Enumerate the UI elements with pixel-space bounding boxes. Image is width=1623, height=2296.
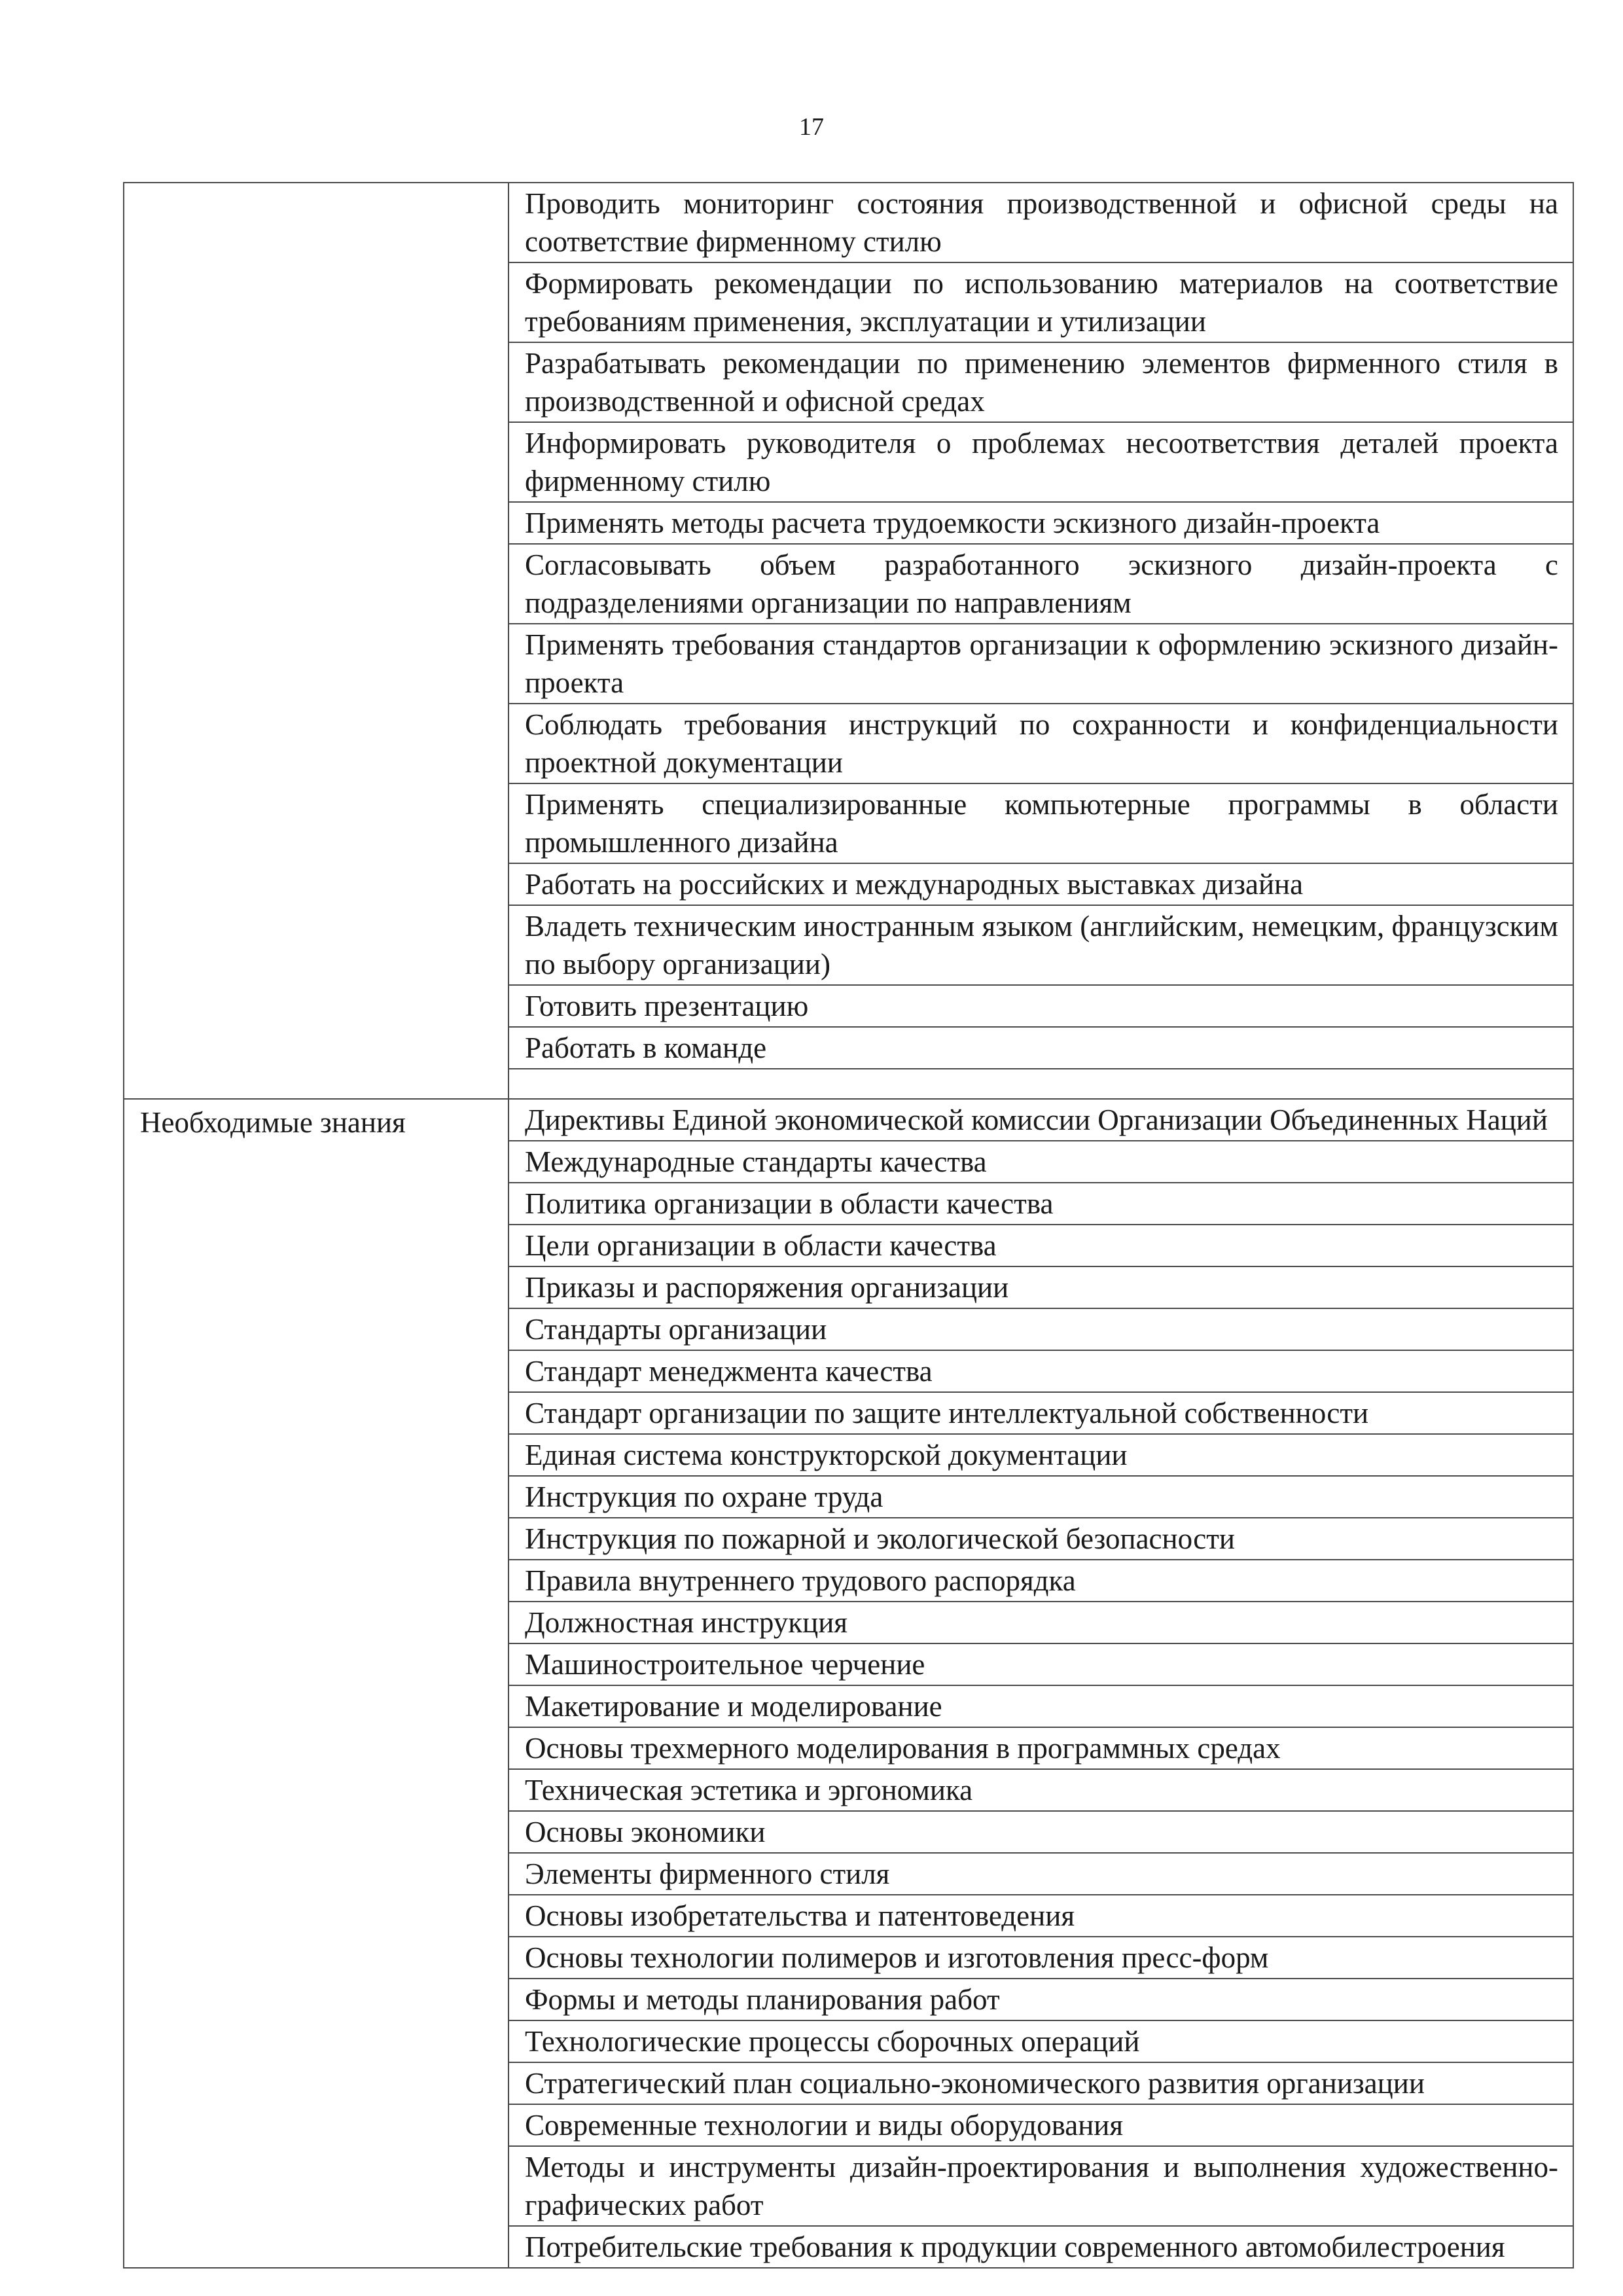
knowledge-item: Основы экономики	[508, 1811, 1573, 1853]
page-number: 17	[799, 113, 824, 141]
skill-item: Применять методы расчета трудоемкости эскизного дизайн-проекта	[508, 502, 1573, 544]
skill-item: Применять требования стандартов организации к оформлению эскизного дизайн-проекта	[508, 624, 1573, 704]
skill-item: Информировать руководителя о проблемах несоответствия деталей проекта фирменному стилю	[508, 422, 1573, 502]
knowledge-item: Должностная инструкция	[508, 1602, 1573, 1643]
knowledge-item: Машиностроительное черчение	[508, 1643, 1573, 1685]
knowledge-item: Международные стандарты качества	[508, 1141, 1573, 1183]
section-label-knowledge: Необходимые знания	[124, 1099, 508, 2268]
knowledge-item: Директивы Единой экономической комиссии Организации Объединенных Наций	[508, 1099, 1573, 1141]
skill-item: Разрабатывать рекомендации по применению элементов фирменного стиля в производственной и офисной средах	[508, 342, 1573, 422]
skill-item: Соблюдать требования инструкций по сохранности и конфиденциальности проектной документации	[508, 704, 1573, 783]
knowledge-item: Инструкция по пожарной и экологической безопасности	[508, 1518, 1573, 1560]
skill-item: Готовить презентацию	[508, 985, 1573, 1027]
section-label-empty	[124, 183, 508, 1099]
skill-item: Владеть техническим иностранным языком (английским, немецким, французским по выбору организации)	[508, 905, 1573, 985]
empty-row	[508, 1069, 1573, 1099]
knowledge-item: Стратегический план социально-экономического развития организации	[508, 2062, 1573, 2104]
table-row	[124, 1099, 1573, 1141]
knowledge-item: Основы трехмерного моделирования в программных средах	[508, 1727, 1573, 1769]
knowledge-item: Элементы фирменного стиля	[508, 1853, 1573, 1895]
knowledge-item: Методы и инструменты дизайн-проектирования и выполнения художественно-графических работ	[508, 2146, 1573, 2226]
knowledge-item: Стандарт менеджмента качества	[508, 1350, 1573, 1392]
knowledge-item: Формы и методы планирования работ	[508, 1979, 1573, 2020]
knowledge-item: Макетирование и моделирование	[508, 1685, 1573, 1727]
knowledge-item: Потребительские требования к продукции современного автомобилестроения	[508, 2226, 1573, 2268]
knowledge-item: Современные технологии и виды оборудования	[508, 2104, 1573, 2146]
requirements-table	[123, 182, 1574, 2269]
skill-item: Работать на российских и международных выставках дизайна	[508, 863, 1573, 905]
knowledge-item: Основы изобретательства и патентоведения	[508, 1895, 1573, 1937]
table-row	[124, 183, 1573, 262]
knowledge-item: Основы технологии полимеров и изготовления пресс-форм	[508, 1937, 1573, 1979]
knowledge-item: Стандарты организации	[508, 1308, 1573, 1350]
knowledge-item: Правила внутреннего трудового распорядка	[508, 1560, 1573, 1602]
knowledge-item: Приказы и распоряжения организации	[508, 1266, 1573, 1308]
skill-item: Работать в команде	[508, 1027, 1573, 1069]
knowledge-item: Единая система конструкторской документации	[508, 1434, 1573, 1476]
skill-item: Согласовывать объем разработанного эскизного дизайн-проекта с подразделениями организации по направлениям	[508, 544, 1573, 624]
knowledge-item: Технологические процессы сборочных операций	[508, 2020, 1573, 2062]
knowledge-item: Политика организации в области качества	[508, 1183, 1573, 1225]
skill-item: Проводить мониторинг состояния производственной и офисной среды на соответствие фирменному стилю	[508, 183, 1573, 262]
knowledge-item: Инструкция по охране труда	[508, 1476, 1573, 1518]
knowledge-item: Техническая эстетика и эргономика	[508, 1769, 1573, 1811]
skill-item: Формировать рекомендации по использованию материалов на соответствие требованиям применения, эксплуатации и утилизации	[508, 262, 1573, 342]
knowledge-item: Цели организации в области качества	[508, 1225, 1573, 1266]
skill-item: Применять специализированные компьютерные программы в области промышленного дизайна	[508, 783, 1573, 863]
knowledge-item: Стандарт организации по защите интеллектуальной собственности	[508, 1392, 1573, 1434]
